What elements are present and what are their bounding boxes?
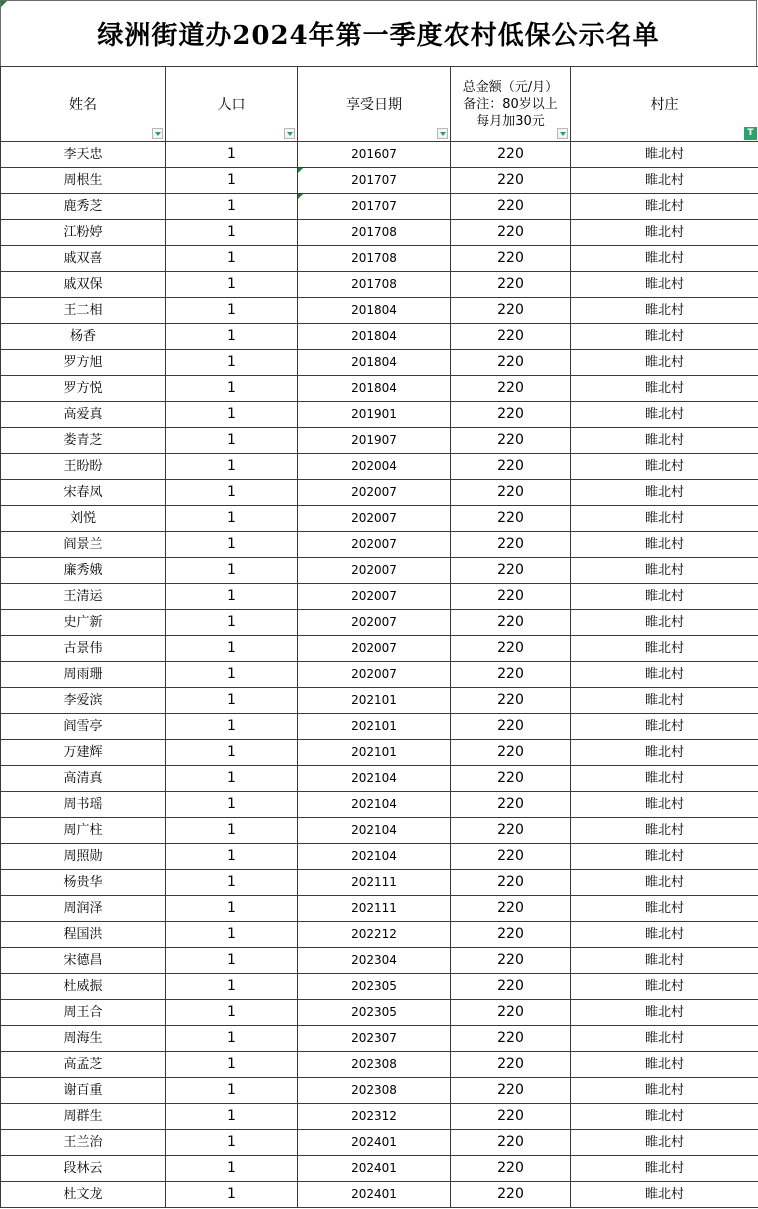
- name-cell[interactable]: 李爱滨: [1, 688, 166, 714]
- date-cell[interactable]: 202305: [298, 974, 451, 1000]
- table-row: [1, 870, 758, 896]
- amount-cell[interactable]: 220: [451, 220, 571, 246]
- village-cell[interactable]: 睢北村: [571, 558, 758, 584]
- name-cell[interactable]: 周群生: [1, 1104, 166, 1130]
- village-cell[interactable]: 睢北村: [571, 610, 758, 636]
- table-row: [1, 376, 758, 402]
- name-cell[interactable]: 阎景兰: [1, 532, 166, 558]
- people-cell[interactable]: 1: [166, 194, 298, 220]
- amount-cell[interactable]: 220: [451, 1078, 571, 1104]
- table-row: [1, 1052, 758, 1078]
- amount-cell[interactable]: 220: [451, 506, 571, 532]
- table-row: [1, 298, 758, 324]
- header-name-label: 姓名: [69, 97, 97, 113]
- header-row: [1, 67, 758, 142]
- name-cell[interactable]: 周书瑶: [1, 792, 166, 818]
- table-row: [1, 922, 758, 948]
- date-cell[interactable]: 202308: [298, 1078, 451, 1104]
- date-cell[interactable]: 202401: [298, 1130, 451, 1156]
- name-cell[interactable]: 杨香: [1, 324, 166, 350]
- people-cell[interactable]: 1: [166, 272, 298, 298]
- name-cell[interactable]: 王盼盼: [1, 454, 166, 480]
- header-amount-line2: 备注：80岁以上: [463, 96, 558, 112]
- table-row: [1, 324, 758, 350]
- people-cell[interactable]: 1: [166, 532, 298, 558]
- village-cell[interactable]: 睢北村: [571, 480, 758, 506]
- header-amount-line3: 每月加30元: [476, 113, 545, 129]
- name-cell[interactable]: 王二相: [1, 298, 166, 324]
- name-cell[interactable]: 万建辉: [1, 740, 166, 766]
- village-cell[interactable]: 睢北村: [571, 298, 758, 324]
- people-cell[interactable]: 1: [166, 1182, 298, 1208]
- date-cell[interactable]: 201804: [298, 298, 451, 324]
- amount-cell[interactable]: 220: [451, 324, 571, 350]
- amount-cell[interactable]: 220: [451, 714, 571, 740]
- amount-cell[interactable]: 220: [451, 1026, 571, 1052]
- village-cell[interactable]: 睢北村: [571, 142, 758, 168]
- village-cell[interactable]: 睢北村: [571, 1026, 758, 1052]
- table-row: [1, 1182, 758, 1208]
- people-cell[interactable]: 1: [166, 688, 298, 714]
- village-cell[interactable]: 睢北村: [571, 896, 758, 922]
- amount-cell[interactable]: 220: [451, 870, 571, 896]
- amount-cell[interactable]: 220: [451, 688, 571, 714]
- title-banner: [0, 0, 757, 66]
- table-row: [1, 766, 758, 792]
- table-row: [1, 480, 758, 506]
- table-row: [1, 350, 758, 376]
- village-cell[interactable]: 睢北村: [571, 766, 758, 792]
- table-row: [1, 532, 758, 558]
- date-cell[interactable]: 202307: [298, 1026, 451, 1052]
- name-cell[interactable]: 周海生: [1, 1026, 166, 1052]
- name-cell[interactable]: 阎雪亭: [1, 714, 166, 740]
- date-cell[interactable]: 202007: [298, 558, 451, 584]
- table-row: [1, 506, 758, 532]
- header-people[interactable]: [166, 67, 298, 142]
- table-row: [1, 948, 758, 974]
- page-title: 绿洲街道办2024年第一季度农村低保公示名单: [97, 21, 660, 51]
- people-cell[interactable]: 1: [166, 844, 298, 870]
- name-cell[interactable]: 高爱真: [1, 402, 166, 428]
- date-cell[interactable]: 202007: [298, 636, 451, 662]
- table-row: [1, 636, 758, 662]
- people-cell[interactable]: 1: [166, 324, 298, 350]
- name-cell[interactable]: 谢百重: [1, 1078, 166, 1104]
- date-cell[interactable]: 202308: [298, 1052, 451, 1078]
- people-cell[interactable]: 1: [166, 402, 298, 428]
- header-amount-line1: 总金额（元/月）: [462, 79, 559, 95]
- date-cell[interactable]: 202101: [298, 740, 451, 766]
- name-cell[interactable]: 高清真: [1, 766, 166, 792]
- village-cell[interactable]: 睢北村: [571, 948, 758, 974]
- people-cell[interactable]: 1: [166, 454, 298, 480]
- people-cell[interactable]: 1: [166, 350, 298, 376]
- table-row: [1, 688, 758, 714]
- table-row: [1, 792, 758, 818]
- amount-cell[interactable]: 220: [451, 1130, 571, 1156]
- table-row: [1, 818, 758, 844]
- people-cell[interactable]: 1: [166, 1078, 298, 1104]
- date-cell[interactable]: 202104: [298, 792, 451, 818]
- village-cell[interactable]: 睢北村: [571, 1104, 758, 1130]
- date-cell[interactable]: 201804: [298, 376, 451, 402]
- date-cell[interactable]: 201708: [298, 246, 451, 272]
- table-row: [1, 454, 758, 480]
- date-cell[interactable]: 202111: [298, 896, 451, 922]
- header-date[interactable]: [298, 67, 451, 142]
- people-cell[interactable]: 1: [166, 766, 298, 792]
- village-cell[interactable]: 睢北村: [571, 246, 758, 272]
- village-cell[interactable]: 睢北村: [571, 1078, 758, 1104]
- amount-cell[interactable]: 220: [451, 298, 571, 324]
- filter-dropdown-icon[interactable]: [152, 128, 163, 139]
- name-cell[interactable]: 周润泽: [1, 896, 166, 922]
- amount-cell[interactable]: 220: [451, 350, 571, 376]
- date-cell[interactable]: 202104: [298, 818, 451, 844]
- amount-cell[interactable]: 220: [451, 558, 571, 584]
- people-cell[interactable]: 1: [166, 142, 298, 168]
- date-cell[interactable]: 201901: [298, 402, 451, 428]
- amount-cell[interactable]: 220: [451, 636, 571, 662]
- name-cell[interactable]: 戚双喜: [1, 246, 166, 272]
- date-cell[interactable]: 202007: [298, 480, 451, 506]
- header-name[interactable]: [1, 67, 166, 142]
- people-cell[interactable]: 1: [166, 558, 298, 584]
- date-cell[interactable]: 202212: [298, 922, 451, 948]
- name-cell[interactable]: 江粉婷: [1, 220, 166, 246]
- people-cell[interactable]: 1: [166, 506, 298, 532]
- village-cell[interactable]: 睢北村: [571, 714, 758, 740]
- name-cell[interactable]: 戚双保: [1, 272, 166, 298]
- amount-cell[interactable]: 220: [451, 194, 571, 220]
- filter-dropdown-icon[interactable]: [284, 128, 295, 139]
- name-cell[interactable]: 高孟芝: [1, 1052, 166, 1078]
- date-cell[interactable]: 202007: [298, 662, 451, 688]
- header-village[interactable]: [571, 67, 758, 142]
- header-amount[interactable]: [451, 67, 571, 142]
- village-cell[interactable]: 睢北村: [571, 376, 758, 402]
- village-cell[interactable]: 睢北村: [571, 636, 758, 662]
- name-cell[interactable]: 鹿秀芝: [1, 194, 166, 220]
- village-cell[interactable]: 睢北村: [571, 740, 758, 766]
- date-cell[interactable]: 202305: [298, 1000, 451, 1026]
- village-cell[interactable]: 睢北村: [571, 350, 758, 376]
- people-cell[interactable]: 1: [166, 480, 298, 506]
- name-cell[interactable]: 程国洪: [1, 922, 166, 948]
- date-cell[interactable]: 201804: [298, 350, 451, 376]
- amount-cell[interactable]: 220: [451, 740, 571, 766]
- amount-cell[interactable]: 220: [451, 402, 571, 428]
- table-row: [1, 1078, 758, 1104]
- village-cell[interactable]: 睢北村: [571, 1000, 758, 1026]
- header-village-label: 村庄: [650, 97, 679, 113]
- people-cell[interactable]: 1: [166, 948, 298, 974]
- name-cell[interactable]: 段林云: [1, 1156, 166, 1182]
- date-cell[interactable]: 201804: [298, 324, 451, 350]
- date-cell[interactable]: 202101: [298, 714, 451, 740]
- table-row: [1, 220, 758, 246]
- date-cell[interactable]: 201708: [298, 272, 451, 298]
- table-row: [1, 610, 758, 636]
- date-cell[interactable]: 202007: [298, 506, 451, 532]
- people-cell[interactable]: 1: [166, 1104, 298, 1130]
- amount-cell[interactable]: 220: [451, 480, 571, 506]
- amount-cell[interactable]: 220: [451, 168, 571, 194]
- name-cell[interactable]: 刘悦: [1, 506, 166, 532]
- filter-dropdown-icon[interactable]: [557, 128, 568, 139]
- village-cell[interactable]: 睢北村: [571, 922, 758, 948]
- amount-cell[interactable]: 220: [451, 272, 571, 298]
- amount-cell[interactable]: 220: [451, 844, 571, 870]
- village-cell[interactable]: 睢北村: [571, 1130, 758, 1156]
- table-row: [1, 246, 758, 272]
- amount-cell[interactable]: 220: [451, 1052, 571, 1078]
- name-cell[interactable]: 宋春凤: [1, 480, 166, 506]
- table-row: [1, 1156, 758, 1182]
- date-cell[interactable]: 202004: [298, 454, 451, 480]
- header-people-label: 人口: [217, 97, 246, 113]
- date-cell[interactable]: 202104: [298, 844, 451, 870]
- amount-cell[interactable]: 220: [451, 1104, 571, 1130]
- village-cell[interactable]: 睢北村: [571, 792, 758, 818]
- village-cell[interactable]: 睢北村: [571, 662, 758, 688]
- amount-cell[interactable]: 220: [451, 246, 571, 272]
- people-cell[interactable]: 1: [166, 636, 298, 662]
- people-cell[interactable]: 1: [166, 246, 298, 272]
- people-cell[interactable]: 1: [166, 818, 298, 844]
- people-cell[interactable]: 1: [166, 714, 298, 740]
- table-row: [1, 1104, 758, 1130]
- people-cell[interactable]: 1: [166, 1000, 298, 1026]
- name-cell[interactable]: 廉秀娥: [1, 558, 166, 584]
- amount-cell[interactable]: 220: [451, 610, 571, 636]
- name-cell[interactable]: 古景伟: [1, 636, 166, 662]
- amount-cell[interactable]: 220: [451, 766, 571, 792]
- village-cell[interactable]: 睢北村: [571, 1052, 758, 1078]
- amount-cell[interactable]: 220: [451, 818, 571, 844]
- date-cell[interactable]: 201607: [298, 142, 451, 168]
- table-row: [1, 896, 758, 922]
- amount-cell[interactable]: 220: [451, 1156, 571, 1182]
- table-row: [1, 428, 758, 454]
- name-cell[interactable]: 史广新: [1, 610, 166, 636]
- people-cell[interactable]: 1: [166, 896, 298, 922]
- amount-cell[interactable]: 220: [451, 922, 571, 948]
- village-cell[interactable]: 睢北村: [571, 1156, 758, 1182]
- people-cell[interactable]: 1: [166, 1026, 298, 1052]
- cell-marker-icon: [1, 1, 7, 7]
- people-cell[interactable]: 1: [166, 974, 298, 1000]
- people-cell[interactable]: 1: [166, 740, 298, 766]
- date-cell[interactable]: 201707: [298, 194, 451, 220]
- village-cell[interactable]: 睢北村: [571, 1182, 758, 1208]
- village-cell[interactable]: 睢北村: [571, 506, 758, 532]
- name-cell[interactable]: 周根生: [1, 168, 166, 194]
- table-row: [1, 558, 758, 584]
- people-cell[interactable]: 1: [166, 792, 298, 818]
- village-cell[interactable]: 睢北村: [571, 818, 758, 844]
- amount-cell[interactable]: 220: [451, 974, 571, 1000]
- people-cell[interactable]: 1: [166, 1052, 298, 1078]
- amount-cell[interactable]: 220: [451, 1182, 571, 1208]
- name-cell[interactable]: 周王合: [1, 1000, 166, 1026]
- lowincome-table: [0, 66, 758, 1208]
- amount-cell[interactable]: 220: [451, 948, 571, 974]
- date-cell[interactable]: 202304: [298, 948, 451, 974]
- people-cell[interactable]: 1: [166, 428, 298, 454]
- people-cell[interactable]: 1: [166, 870, 298, 896]
- people-cell[interactable]: 1: [166, 662, 298, 688]
- funnel-icon[interactable]: T: [744, 127, 757, 140]
- date-cell[interactable]: 202007: [298, 532, 451, 558]
- date-cell[interactable]: 201707: [298, 168, 451, 194]
- village-cell[interactable]: 睢北村: [571, 324, 758, 350]
- village-cell[interactable]: 睢北村: [571, 844, 758, 870]
- cell-marker-icon: [298, 168, 303, 173]
- table-row: [1, 272, 758, 298]
- date-cell[interactable]: 202111: [298, 870, 451, 896]
- village-cell[interactable]: 睢北村: [571, 974, 758, 1000]
- amount-cell[interactable]: 220: [451, 142, 571, 168]
- name-cell[interactable]: 罗方旭: [1, 350, 166, 376]
- village-cell[interactable]: 睢北村: [571, 870, 758, 896]
- amount-cell[interactable]: 220: [451, 454, 571, 480]
- date-cell[interactable]: 201708: [298, 220, 451, 246]
- name-cell[interactable]: 杜威振: [1, 974, 166, 1000]
- amount-cell[interactable]: 220: [451, 428, 571, 454]
- date-cell[interactable]: 202101: [298, 688, 451, 714]
- name-cell[interactable]: 周照勋: [1, 844, 166, 870]
- name-cell[interactable]: 杜文龙: [1, 1182, 166, 1208]
- people-cell[interactable]: 1: [166, 610, 298, 636]
- filter-dropdown-icon[interactable]: [437, 128, 448, 139]
- name-cell[interactable]: 宋德昌: [1, 948, 166, 974]
- date-cell[interactable]: 202401: [298, 1156, 451, 1182]
- date-cell[interactable]: 202007: [298, 610, 451, 636]
- village-cell[interactable]: 睢北村: [571, 688, 758, 714]
- table-row: [1, 584, 758, 610]
- table-row: [1, 194, 758, 220]
- date-cell[interactable]: 202104: [298, 766, 451, 792]
- name-cell[interactable]: 周雨珊: [1, 662, 166, 688]
- village-cell[interactable]: 睢北村: [571, 220, 758, 246]
- table-row: [1, 1026, 758, 1052]
- name-cell[interactable]: 罗方悦: [1, 376, 166, 402]
- name-cell[interactable]: 王清运: [1, 584, 166, 610]
- date-cell[interactable]: 202401: [298, 1182, 451, 1208]
- village-cell[interactable]: 睢北村: [571, 454, 758, 480]
- village-cell[interactable]: 睢北村: [571, 532, 758, 558]
- village-cell[interactable]: 睢北村: [571, 428, 758, 454]
- table-row: [1, 662, 758, 688]
- name-cell[interactable]: 周广柱: [1, 818, 166, 844]
- village-cell[interactable]: 睢北村: [571, 584, 758, 610]
- date-cell[interactable]: 201907: [298, 428, 451, 454]
- name-cell[interactable]: 王兰治: [1, 1130, 166, 1156]
- village-cell[interactable]: 睢北村: [571, 402, 758, 428]
- people-cell[interactable]: 1: [166, 220, 298, 246]
- people-cell[interactable]: 1: [166, 1156, 298, 1182]
- people-cell[interactable]: 1: [166, 584, 298, 610]
- table-row: [1, 974, 758, 1000]
- amount-cell[interactable]: 220: [451, 1000, 571, 1026]
- people-cell[interactable]: 1: [166, 376, 298, 402]
- date-cell[interactable]: 202007: [298, 584, 451, 610]
- table-row: [1, 740, 758, 766]
- date-cell[interactable]: 202312: [298, 1104, 451, 1130]
- name-cell[interactable]: 杨贵华: [1, 870, 166, 896]
- name-cell[interactable]: 娄青芝: [1, 428, 166, 454]
- amount-cell[interactable]: 220: [451, 896, 571, 922]
- cell-marker-icon: [298, 194, 303, 199]
- table-body: [1, 142, 758, 1208]
- village-cell[interactable]: 睢北村: [571, 272, 758, 298]
- amount-cell[interactable]: 220: [451, 584, 571, 610]
- people-cell[interactable]: 1: [166, 922, 298, 948]
- amount-cell[interactable]: 220: [451, 792, 571, 818]
- people-cell[interactable]: 1: [166, 1130, 298, 1156]
- table-row: [1, 714, 758, 740]
- people-cell[interactable]: 1: [166, 168, 298, 194]
- table-row: [1, 1130, 758, 1156]
- people-cell[interactable]: 1: [166, 298, 298, 324]
- amount-cell[interactable]: 220: [451, 376, 571, 402]
- header-date-label: 享受日期: [346, 97, 402, 113]
- village-cell[interactable]: 睢北村: [571, 168, 758, 194]
- table-row: [1, 402, 758, 428]
- table-row: [1, 168, 758, 194]
- table-row: [1, 142, 758, 168]
- amount-cell[interactable]: 220: [451, 532, 571, 558]
- amount-cell[interactable]: 220: [451, 662, 571, 688]
- table-row: [1, 1000, 758, 1026]
- name-cell[interactable]: 李天忠: [1, 142, 166, 168]
- table-row: [1, 844, 758, 870]
- village-cell[interactable]: 睢北村: [571, 194, 758, 220]
